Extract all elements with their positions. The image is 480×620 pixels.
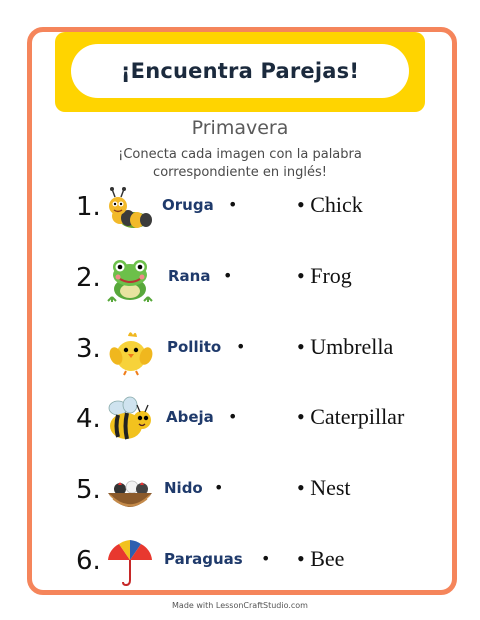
spanish-word: Paraguas <box>164 550 243 568</box>
chick-icon <box>104 324 156 376</box>
left-bullet[interactable]: • <box>214 478 224 497</box>
right-bullet[interactable]: • <box>297 192 305 217</box>
frog-icon <box>104 253 156 305</box>
worksheet-subtitle: Primavera <box>191 117 289 139</box>
match-row-1 <box>0 178 480 238</box>
english-word-text: Bee <box>310 546 345 571</box>
english-word-text: Caterpillar <box>310 404 405 429</box>
english-word <box>297 546 344 572</box>
english-word-text: Chick <box>310 192 363 217</box>
english-word <box>297 404 404 430</box>
spanish-word: Oruga <box>162 196 214 214</box>
match-row-5 <box>0 461 480 521</box>
spanish-word: Abeja <box>166 408 214 426</box>
english-word <box>297 263 352 289</box>
title-banner <box>55 32 425 112</box>
left-bullet[interactable]: • <box>223 266 233 285</box>
item-number: 4. <box>76 404 101 434</box>
spanish-word: Pollito <box>167 338 222 356</box>
english-word <box>297 334 393 360</box>
right-bullet[interactable]: • <box>297 263 305 288</box>
item-number: 5. <box>76 475 101 505</box>
item-number: 2. <box>76 263 101 293</box>
left-bullet[interactable]: • <box>261 549 271 568</box>
instructions-line-1: ¡Conecta cada imagen con la palabra <box>118 147 362 162</box>
match-row-2 <box>0 249 480 309</box>
title-pill <box>71 44 409 98</box>
right-bullet[interactable]: • <box>297 334 305 359</box>
right-bullet[interactable]: • <box>297 475 305 500</box>
footer-credit: Made with LessonCraftStudio.com <box>172 601 308 610</box>
match-row-4 <box>0 390 480 450</box>
english-word-text: Nest <box>310 475 351 500</box>
umbrella-icon <box>104 536 156 588</box>
match-row-3 <box>0 320 480 380</box>
right-bullet[interactable]: • <box>297 546 305 571</box>
english-word <box>297 192 363 218</box>
item-number: 1. <box>76 192 101 222</box>
left-bullet[interactable]: • <box>228 195 238 214</box>
bee-icon <box>104 394 156 446</box>
instructions <box>0 146 480 182</box>
english-word <box>297 475 351 501</box>
english-word-text: Frog <box>310 263 352 288</box>
right-bullet[interactable]: • <box>297 404 305 429</box>
spanish-word: Nido <box>164 479 203 497</box>
worksheet-title: ¡Encuentra Parejas! <box>120 59 360 83</box>
nest-icon <box>104 465 156 517</box>
caterpillar-icon <box>104 182 156 234</box>
item-number: 3. <box>76 334 101 364</box>
item-number: 6. <box>76 546 101 576</box>
match-row-6 <box>0 532 480 592</box>
left-bullet[interactable]: • <box>236 337 246 356</box>
instructions-line-2: correspondiente en inglés! <box>153 165 327 180</box>
spanish-word: Rana <box>168 267 211 285</box>
english-word-text: Umbrella <box>310 334 394 359</box>
left-bullet[interactable]: • <box>228 407 238 426</box>
